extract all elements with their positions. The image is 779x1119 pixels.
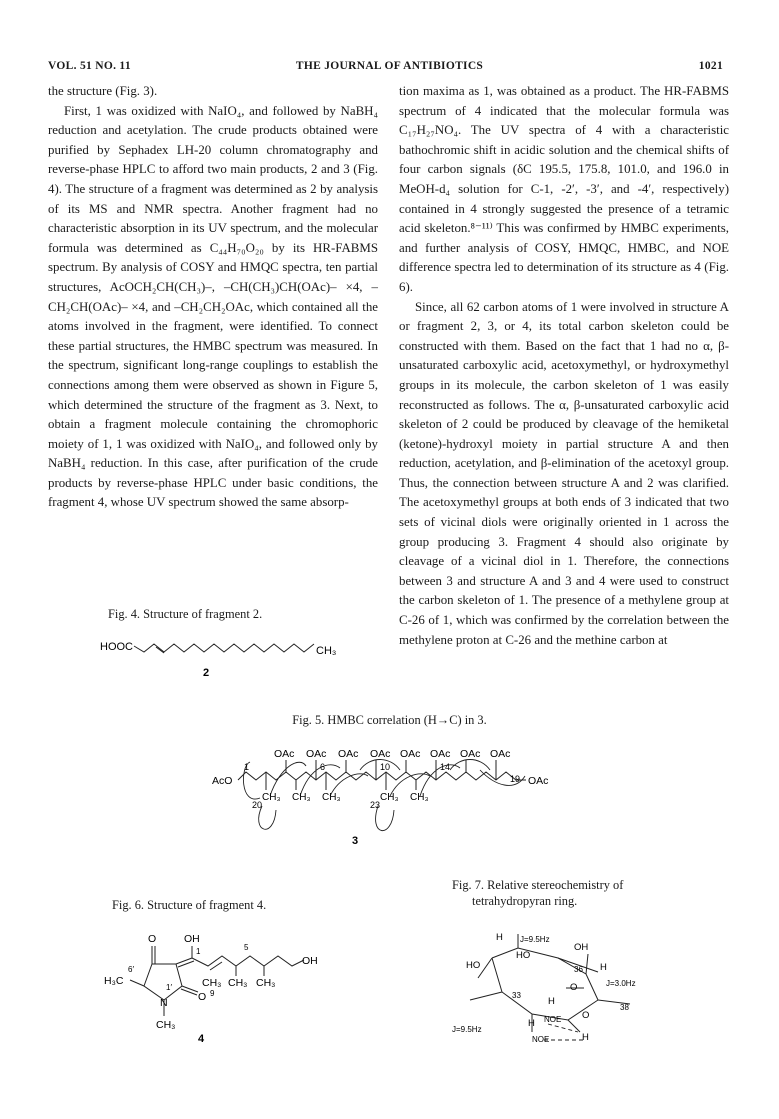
paragraph: Since, all 62 carbon atoms of 1 were involved in structure A or fragment 2, 3, or 4, its total carbon skeleton could be constructed with them. Based on the fact that 1 had no α, β-unsaturated carboxylic acid, acetoxymethyl, or hydroxymethyl groups in its molecule, the carbon skeleton of 1 was easily reconstructed as follows. The α, β-unsaturated carboxylic acid skeleton of 2 could be produced by cleavage of the hemiketal (ketone)-hydroxyl moiety in partial structure A and then reduction, acetylation, and β-elimination of the acetoxyl group. Thus, the connection between structure A and 2 was clarified. The acetoxymethyl groups at both ends of 3 indicated that two sets of vicinal diols were originally oriented in 1 across the group producing 3. Fragment 4 should also originate by cleavage of a vicinal diol in 1. Therefore, the connections between 3 and structure A and 3 and 4 were used to construct the carbon skeleton of 1. The presence of a methylene group at C-26 of 1, which was confirmed by the correlation between the methylene proton at C-26 and the methine carbon at — [399, 299, 729, 647]
carbon-number: 6 — [320, 762, 326, 772]
position-number: 38 — [620, 1003, 629, 1012]
position-number: 5 — [244, 943, 249, 952]
compound-number: 4 — [198, 1033, 205, 1044]
position-number: 33 — [512, 991, 521, 1000]
h-label: H — [528, 1018, 535, 1029]
terminal-oh-label: OH — [302, 955, 318, 967]
oh-label: OH — [574, 942, 589, 953]
ho-label: HO — [466, 960, 481, 971]
methyl-label: CH₃ — [322, 792, 341, 803]
methyl-label: CH₃ — [292, 792, 311, 803]
figure-5-structure — [210, 736, 580, 848]
oac-label: OAc — [460, 748, 481, 760]
oac-label: OAc — [400, 748, 421, 760]
double-bond — [156, 647, 164, 653]
h-label: H — [496, 932, 503, 943]
oac-label: OAc — [370, 748, 391, 760]
coupling-constant: J=9.5Hz — [452, 1025, 482, 1034]
position-number: 9 — [210, 989, 215, 998]
figure-7-structure — [448, 928, 668, 1046]
methyl-label: CH₃ — [202, 977, 222, 989]
methyl-label: CH₃ — [380, 792, 399, 803]
figure-4-structure — [100, 632, 380, 682]
figure-7-caption — [452, 877, 692, 909]
compound-number: 2 — [203, 667, 210, 679]
carbon-number: 1 — [244, 762, 250, 772]
position-number: 1′ — [166, 983, 172, 992]
right-column — [399, 82, 729, 650]
coupling-constant: J=3.0Hz — [606, 979, 636, 988]
noe-arrows — [544, 1024, 584, 1040]
position-number: 6′ — [128, 965, 134, 974]
figure-6-caption: Fig. 6. Structure of fragment 4. — [112, 898, 267, 912]
paragraph: First, 1 was oxidized with NaIO₄, and followed by NaBH₄ reduction and acetylation. The crude products obtained were purified by Sephadex LH-20 column chromatography and reverse-phase HPLC to afford two main products, 2 and 3 (Fig. 4). The structure of a fragment was determined as 2 by analysis of its MS and NMR spectra. Another fragment had no characteristic absorption in its UV spectrum, and the molecular formula was determined as C₄₄H₇₀O₂₀ by its HR-FABMS spectrum. By analysis of COSY and HMQC spectra, ten partial structures, AcOCH₂CH(CH₃)–, –CH(CH₃)CH(OAc)– ×4, –CH₂CH(OAc)– ×4, and –CH₂CH₂OAc, which contained all the atoms involved in the fragment, were identified. To connect these partial structures, the HMBC spectrum was measured. In the spectrum, significant long-range couplings to establish the connections among them were observed as shown in Figure 5, which determined the structure of the fragment as 3. Next, to obtain a fragment molecule containing the chromophoric moiety of 1, 1 was oxidized with NaIO₄, and followed only by NaBH₄ reduction. In this case, after purification of the crude products by reverse-phase HPLC under basic conditions, the fragment 4, whose UV spectrum showed the same absorp- — [48, 103, 378, 510]
h-label: H — [582, 1032, 589, 1043]
methyl-label: CH₃ — [410, 792, 429, 803]
end-oac-label: OAc — [528, 775, 549, 787]
hydroxyl-label: OH — [184, 933, 200, 945]
figure-6-structure — [98, 924, 338, 1044]
paragraph: the structure (Fig. 3). — [48, 84, 158, 98]
n-methyl-label: CH₃ — [156, 1019, 176, 1031]
noe-label: NOE — [544, 1015, 562, 1024]
carbon-number: 20 — [252, 800, 263, 810]
h-label: H — [600, 962, 607, 973]
figure-5-caption: Fig. 5. HMBC correlation (H→C) in 3. — [292, 713, 487, 727]
methyl-label: CH₃ — [228, 977, 248, 989]
oac-label: OAc — [274, 748, 295, 760]
carbon-number: 19 — [510, 774, 521, 784]
methyl-label: H₃C — [104, 975, 124, 987]
compound-number: 3 — [352, 835, 359, 847]
figure-4-caption: Fig. 4. Structure of fragment 2. — [108, 607, 263, 621]
aco-label: AcO — [212, 775, 233, 787]
carbonyl-o-label: O — [148, 933, 157, 945]
position-number: 36 — [574, 965, 583, 974]
noe-label: NOE — [532, 1035, 550, 1044]
caption-line: tetrahydropyran ring. — [472, 894, 578, 908]
carbon-number: 10 — [380, 762, 391, 772]
ring-oxygen-label: O — [198, 991, 207, 1003]
oac-label: OAc — [338, 748, 359, 760]
h-label: H — [548, 996, 555, 1007]
carbon-number: 14 — [440, 762, 451, 772]
running-head-journal: THE JOURNAL OF ANTIBIOTICS — [295, 60, 484, 72]
carbon-number: 23 — [370, 800, 381, 810]
ring-oxygen-label: O — [582, 1010, 590, 1021]
methyl-label: CH₃ — [262, 792, 281, 803]
ho-label: HO — [516, 950, 531, 961]
oac-label: OAc — [490, 748, 511, 760]
caption-line: Fig. 7. Relative stereochemistry of — [452, 878, 624, 892]
ring-oxygen-label: O — [570, 982, 578, 993]
carboxyl-label: HOOC — [100, 641, 133, 653]
oac-label: OAc — [430, 748, 451, 760]
methyl-label: CH₃ — [256, 977, 276, 989]
oac-label: OAc — [306, 748, 327, 760]
coupling-constant: J=9.5Hz — [520, 935, 550, 944]
page-number: 1021 — [698, 60, 723, 72]
paragraph: tion maxima as 1, was obtained as a product. The HR-FABMS spectrum of 4 indicated that the molecular formula was C₁₇H₂₇NO₄. The UV spectra of 4 with a characteristic bathochromic shift in acidic solution and the chemical shifts of four carbon signals (δC 195.5, 175.8, 101.0, and 196.0 in MeOH-d₄ solution for C-1, -2′, -3′, and -4′, respectively) contained in 4 strongly suggested the presence of a tetramic acid skeleton.⁸⁻¹¹⁾ This was confirmed by HMBC experiments, and further analysis of COSY, HMQC, HMBC, and NOE difference spectra led to determination of its structure as 4 (Fig. 6). — [399, 84, 729, 294]
running-head-volume: VOL. 51 NO. 11 — [48, 60, 131, 72]
methyl-label: CH₃ — [316, 645, 337, 657]
left-column — [48, 82, 378, 513]
nitrogen-label: N — [160, 997, 168, 1009]
position-number: 1 — [196, 947, 201, 956]
